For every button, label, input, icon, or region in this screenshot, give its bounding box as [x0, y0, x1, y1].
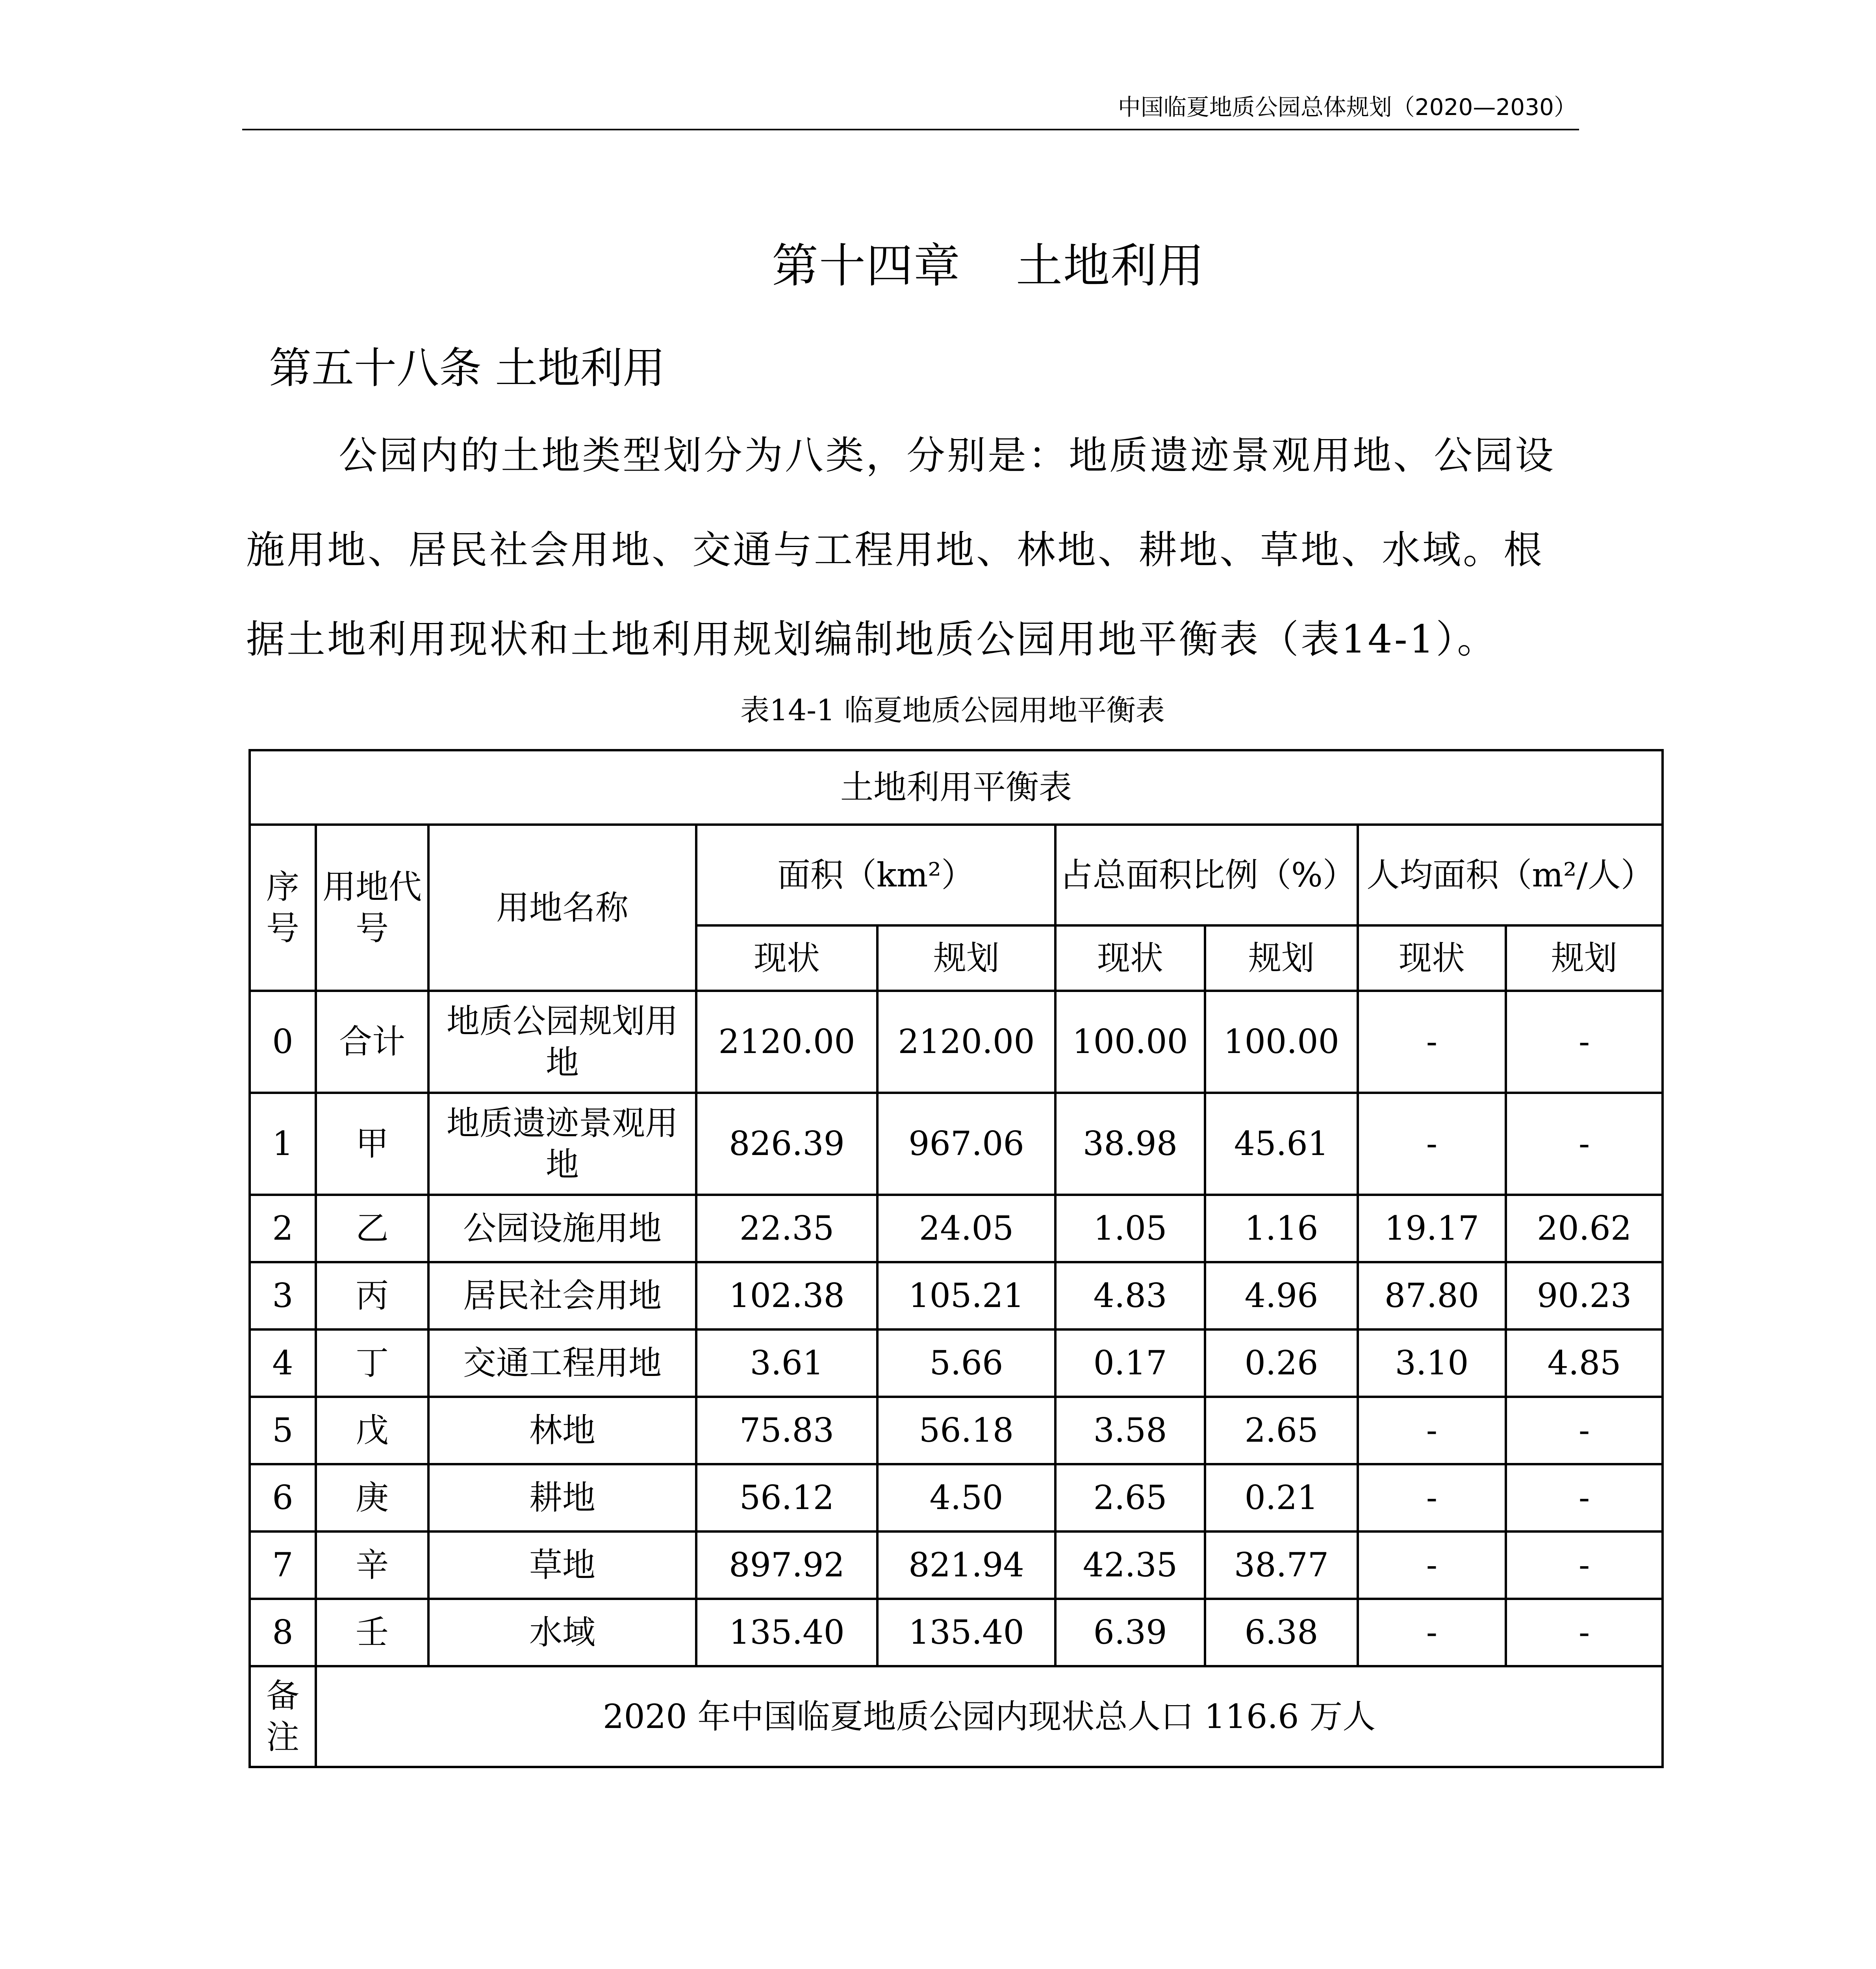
cell-code: 戊 [316, 1397, 428, 1464]
cell-area-current: 22.35 [696, 1195, 877, 1262]
cell-ratio-current: 38.98 [1055, 1093, 1205, 1195]
cell-area-planned: 56.18 [877, 1397, 1055, 1464]
header-rule [242, 129, 1579, 130]
header-per-capita: 人均面积（m²/人） [1358, 825, 1663, 925]
cell-area-planned: 5.66 [877, 1329, 1055, 1397]
cell-name: 林地 [428, 1397, 696, 1464]
cell-pc-planned: - [1506, 1599, 1663, 1666]
cell-name: 地质公园规划用地 [428, 991, 696, 1093]
cell-area-planned: 2120.00 [877, 991, 1055, 1093]
header-ratio-planned: 规划 [1205, 925, 1358, 991]
cell-pc-current: - [1358, 1599, 1506, 1666]
cell-pc-planned: - [1506, 1464, 1663, 1531]
header-ratio: 占总面积比例（%） [1055, 825, 1358, 925]
header-pc-planned: 规划 [1506, 925, 1663, 991]
table-row [250, 1464, 1663, 1531]
cell-name: 耕地 [428, 1464, 696, 1531]
table-title: 土地利用平衡表 [250, 750, 1663, 825]
cell-area-current: 3.61 [696, 1329, 877, 1397]
cell-area-planned: 821.94 [877, 1531, 1055, 1599]
table-row [250, 1329, 1663, 1397]
chapter-name: 土地利用 [1016, 239, 1205, 293]
header-ratio-current: 现状 [1055, 925, 1205, 991]
cell-pc-planned: 90.23 [1506, 1262, 1663, 1329]
cell-pc-current: - [1358, 1531, 1506, 1599]
table-row [250, 1531, 1663, 1599]
cell-ratio-planned: 38.77 [1205, 1531, 1358, 1599]
cell-pc-planned: - [1506, 1093, 1663, 1195]
cell-ratio-current: 0.17 [1055, 1329, 1205, 1397]
paragraph-line: 据土地利用现状和土地利用规划编制地质公园用地平衡表（表14-1）。 [246, 617, 1498, 662]
cell-name: 居民社会用地 [428, 1262, 696, 1329]
cell-pc-current: - [1358, 1464, 1506, 1531]
cell-ratio-planned: 4.96 [1205, 1262, 1358, 1329]
cell-ratio-planned: 0.21 [1205, 1464, 1358, 1531]
chapter-number: 第十四章 [772, 239, 961, 293]
cell-ratio-planned: 0.26 [1205, 1329, 1358, 1397]
cell-name: 交通工程用地 [428, 1329, 696, 1397]
cell-area-current: 826.39 [696, 1093, 877, 1195]
section-title: 第五十八条 土地利用 [269, 344, 665, 393]
header-area-current: 现状 [696, 925, 877, 991]
cell-seq: 6 [250, 1464, 316, 1531]
cell-code: 庚 [316, 1464, 428, 1531]
cell-name: 地质遗迹景观用地 [428, 1093, 696, 1195]
note-text: 2020 年中国临夏地质公园内现状总人口 116.6 万人 [316, 1666, 1663, 1767]
cell-ratio-planned: 45.61 [1205, 1093, 1358, 1195]
table-row [250, 1397, 1663, 1464]
cell-area-planned: 24.05 [877, 1195, 1055, 1262]
header-seq: 序号 [250, 825, 316, 991]
cell-pc-current: - [1358, 1093, 1506, 1195]
cell-ratio-current: 100.00 [1055, 991, 1205, 1093]
cell-area-planned: 4.50 [877, 1464, 1055, 1531]
header-name: 用地名称 [428, 825, 696, 991]
cell-ratio-planned: 2.65 [1205, 1397, 1358, 1464]
cell-seq: 5 [250, 1397, 316, 1464]
cell-code: 辛 [316, 1531, 428, 1599]
cell-seq: 4 [250, 1329, 316, 1397]
cell-pc-planned: 4.85 [1506, 1329, 1663, 1397]
cell-ratio-current: 42.35 [1055, 1531, 1205, 1599]
cell-name: 公园设施用地 [428, 1195, 696, 1262]
cell-ratio-current: 1.05 [1055, 1195, 1205, 1262]
cell-seq: 8 [250, 1599, 316, 1666]
land-balance-table [248, 749, 1664, 1768]
cell-area-current: 897.92 [696, 1531, 877, 1599]
cell-pc-current: 3.10 [1358, 1329, 1506, 1397]
note-label: 备注 [250, 1666, 316, 1767]
cell-code: 甲 [316, 1093, 428, 1195]
cell-code: 丁 [316, 1329, 428, 1397]
cell-seq: 7 [250, 1531, 316, 1599]
cell-pc-current: 87.80 [1358, 1262, 1506, 1329]
cell-ratio-planned: 1.16 [1205, 1195, 1358, 1262]
cell-area-current: 56.12 [696, 1464, 877, 1531]
cell-code: 丙 [316, 1262, 428, 1329]
cell-code: 乙 [316, 1195, 428, 1262]
cell-pc-planned: 20.62 [1506, 1195, 1663, 1262]
table-row [250, 1195, 1663, 1262]
header-area-planned: 规划 [877, 925, 1055, 991]
cell-name: 水域 [428, 1599, 696, 1666]
cell-ratio-current: 2.65 [1055, 1464, 1205, 1531]
header-code: 用地代号 [316, 825, 428, 991]
cell-pc-planned: - [1506, 991, 1663, 1093]
cell-ratio-current: 4.83 [1055, 1262, 1205, 1329]
cell-area-current: 2120.00 [696, 991, 877, 1093]
cell-area-current: 135.40 [696, 1599, 877, 1666]
table-row [250, 1599, 1663, 1666]
table-row [250, 1093, 1663, 1195]
cell-pc-current: - [1358, 1397, 1506, 1464]
table-row [250, 991, 1663, 1093]
cell-area-current: 75.83 [696, 1397, 877, 1464]
paragraph-line: 公园内的土地类型划分为八类，分别是：地质遗迹景观用地、公园设 [339, 433, 1556, 478]
cell-name: 草地 [428, 1531, 696, 1599]
header-area: 面积（km²） [696, 825, 1055, 925]
cell-area-planned: 105.21 [877, 1262, 1055, 1329]
header-pc-current: 现状 [1358, 925, 1506, 991]
cell-seq: 0 [250, 991, 316, 1093]
chapter-title [772, 228, 1205, 295]
cell-ratio-current: 3.58 [1055, 1397, 1205, 1464]
cell-pc-planned: - [1506, 1397, 1663, 1464]
cell-pc-current: - [1358, 991, 1506, 1093]
cell-pc-planned: - [1506, 1531, 1663, 1599]
cell-ratio-current: 6.39 [1055, 1599, 1205, 1666]
cell-code: 壬 [316, 1599, 428, 1666]
paragraph-line: 施用地、居民社会用地、交通与工程用地、林地、耕地、草地、水域。根 [246, 528, 1544, 573]
running-header: 中国临夏地质公园总体规划（2020—2030） [1118, 94, 1577, 121]
cell-ratio-planned: 6.38 [1205, 1599, 1358, 1666]
cell-area-planned: 967.06 [877, 1093, 1055, 1195]
cell-seq: 3 [250, 1262, 316, 1329]
cell-pc-current: 19.17 [1358, 1195, 1506, 1262]
cell-area-planned: 135.40 [877, 1599, 1055, 1666]
table-caption: 表14-1 临夏地质公园用地平衡表 [740, 693, 1165, 727]
cell-seq: 1 [250, 1093, 316, 1195]
table-row [250, 1262, 1663, 1329]
cell-area-current: 102.38 [696, 1262, 877, 1329]
cell-seq: 2 [250, 1195, 316, 1262]
cell-ratio-planned: 100.00 [1205, 991, 1358, 1093]
cell-code: 合计 [316, 991, 428, 1093]
